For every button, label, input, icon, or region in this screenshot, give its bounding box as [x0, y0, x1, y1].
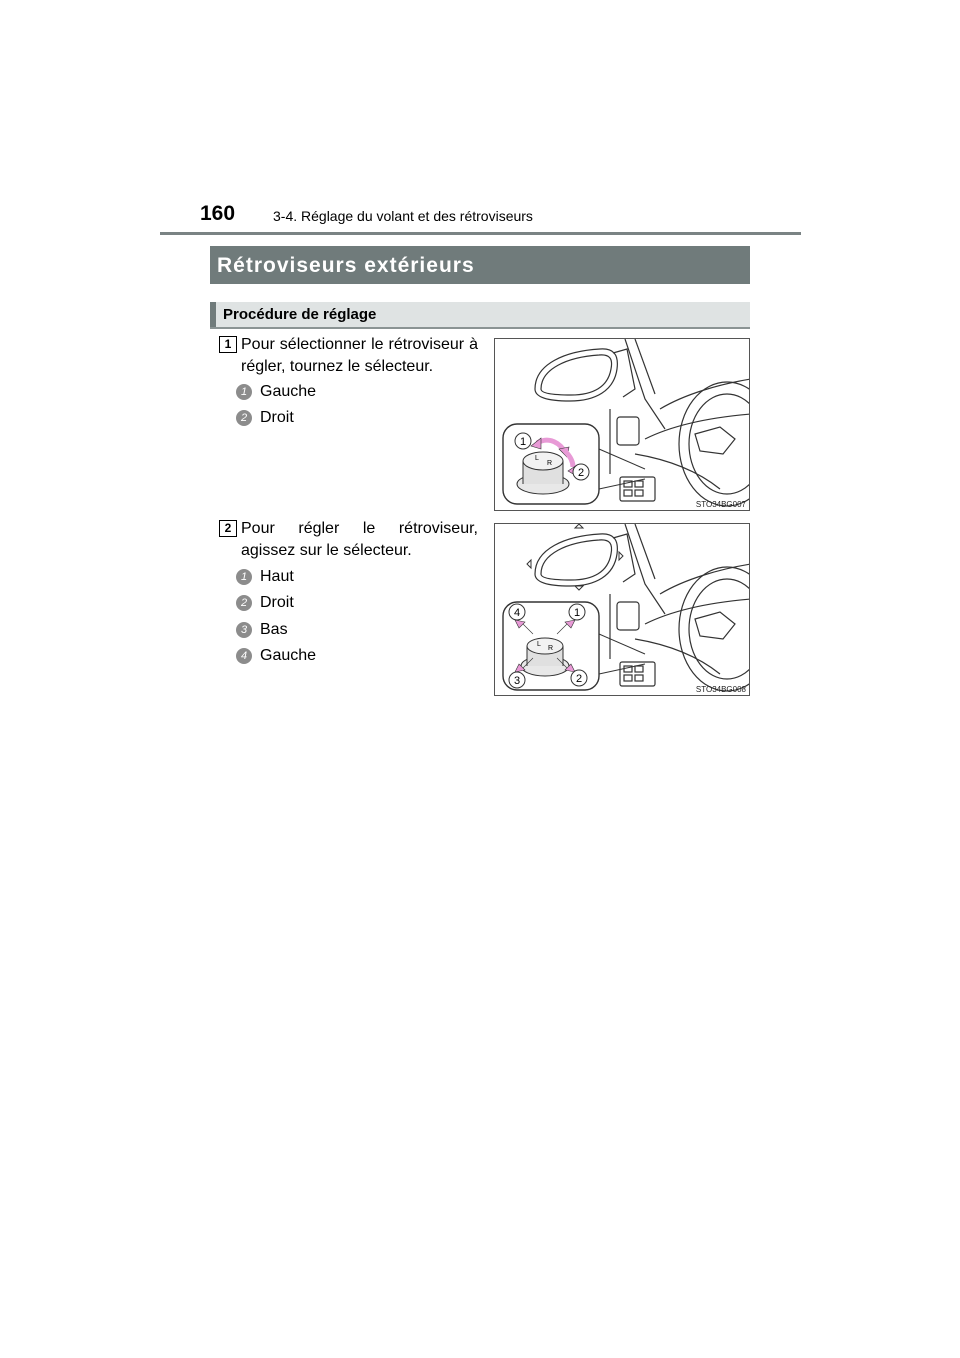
callout-2: 2	[577, 467, 585, 479]
mirror-adjust-illustration	[495, 524, 750, 696]
knob-letter-r: R	[548, 645, 554, 652]
figure-code: STO34BG007	[695, 500, 746, 509]
subsection-title: Procédure de réglage	[210, 302, 750, 328]
step-2-item-1	[236, 567, 294, 587]
callout-4: 4	[513, 607, 521, 619]
figure-mirror-adjust	[494, 523, 750, 696]
item-number-badge: 2	[236, 595, 252, 611]
knob-letter-r: R	[547, 460, 553, 467]
step-number-1: 1	[219, 336, 237, 353]
step-1-item-2	[236, 408, 294, 428]
callout-3: 3	[513, 675, 521, 687]
figure-code: STO34BG008	[695, 685, 746, 694]
page-title: Rétroviseurs extérieurs	[210, 246, 750, 284]
step-2-item-3	[236, 620, 288, 640]
item-label: Gauche	[260, 647, 317, 664]
item-label: Droit	[260, 409, 294, 426]
step-1-text: Pour sélectionner le rétroviseur à régler, tournez le sélecteur.	[241, 336, 478, 375]
mirror-select-illustration	[495, 339, 750, 511]
subsection-rule	[210, 327, 750, 329]
item-label: Droit	[260, 594, 294, 611]
header-rule	[160, 232, 801, 235]
item-label: Gauche	[260, 383, 317, 400]
item-label: Haut	[260, 568, 294, 585]
step-2-text: Pour régler le rétroviseur, agissez sur le sélecteur.	[241, 520, 478, 559]
item-number-badge: 4	[236, 648, 252, 664]
item-number-badge: 1	[236, 384, 252, 400]
item-number-badge: 2	[236, 410, 252, 426]
page-number: 160	[200, 202, 236, 225]
section-title: 3-4. Réglage du volant et des rétroviseurs	[273, 208, 533, 224]
item-label: Bas	[260, 621, 288, 638]
step-number-2: 2	[219, 520, 237, 537]
callout-1: 1	[519, 436, 527, 448]
knob-letter-l: L	[535, 455, 539, 462]
callout-1: 1	[573, 607, 581, 619]
step-2-item-4	[236, 646, 316, 666]
step-1-item-1	[236, 382, 316, 402]
knob-letter-l: L	[537, 641, 541, 648]
figure-mirror-select	[494, 338, 750, 511]
item-number-badge: 1	[236, 569, 252, 585]
step-2-item-2	[236, 593, 294, 613]
item-number-badge: 3	[236, 622, 252, 638]
callout-2: 2	[575, 673, 583, 685]
